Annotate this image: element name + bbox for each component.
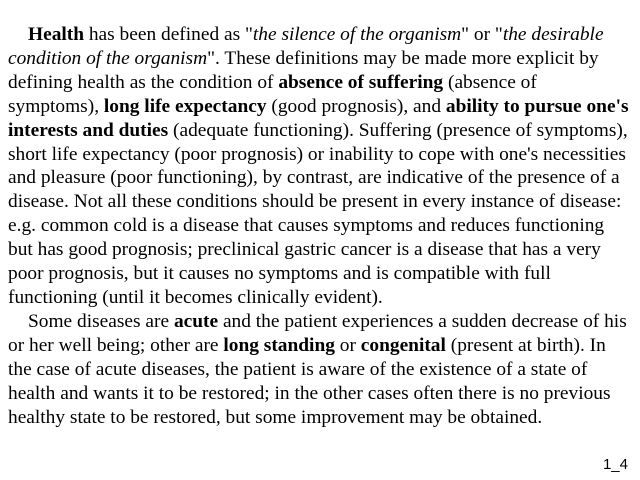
text-segment: (absence of symptoms), xyxy=(8,71,537,117)
text-segment: and the patient experiences a sudden decrease of his or her well being; other are xyxy=(8,310,627,356)
text-segment: or xyxy=(334,334,361,356)
term-congenital: congenital xyxy=(360,334,446,356)
quote-silence-of-organism: the silence of the organism xyxy=(252,24,462,45)
text-segment: (good prognosis), and xyxy=(266,95,446,117)
term-health: Health xyxy=(28,24,85,45)
quote-desirable-condition: the desirable condition of the organism xyxy=(8,24,604,69)
text-segment: (adequate functioning). Suffering (presence of symptoms), short life expectancy (poor prognosis) or inability to cope with one's necessities and pleasure (poor functioning), by contrast, are indicative of the presence of a disease. Not all these conditions should be present in every instance of disease: e.g. common cold is a disease that causes symptoms and reduces functioning but has good prognosis; preclinical gastric cancer is a disease that has a very poor prognosis, but it causes no symptoms and is compatible with full functioning (until it becomes clinically evident). xyxy=(8,119,628,308)
term-ability-to-pursue: ability to pursue one's interests and duties xyxy=(8,95,629,141)
text-segment: Some diseases are xyxy=(28,310,174,332)
text-segment: ". These definitions may be made more explicit by defining health as the condition of xyxy=(8,47,599,93)
term-absence-of-suffering: absence of suffering xyxy=(278,71,444,93)
text-segment: has been defined as " xyxy=(84,24,253,45)
term-long-standing: long standing xyxy=(223,334,335,356)
paragraph-health-definition xyxy=(8,23,632,310)
page-number: 1_4 xyxy=(602,456,628,473)
paragraph-disease-types xyxy=(8,310,632,430)
term-acute: acute xyxy=(173,310,219,332)
term-long-life-expectancy: long life expectancy xyxy=(103,95,267,117)
body-text xyxy=(8,23,632,429)
text-segment: (present at birth). In the case of acute diseases, the patient is aware of the existence of a state of health and wants it to be restored; in the other cases often there is no previous healthy state to be restored, but some improvement may be obtained. xyxy=(8,334,611,428)
text-segment: " or " xyxy=(461,24,503,45)
